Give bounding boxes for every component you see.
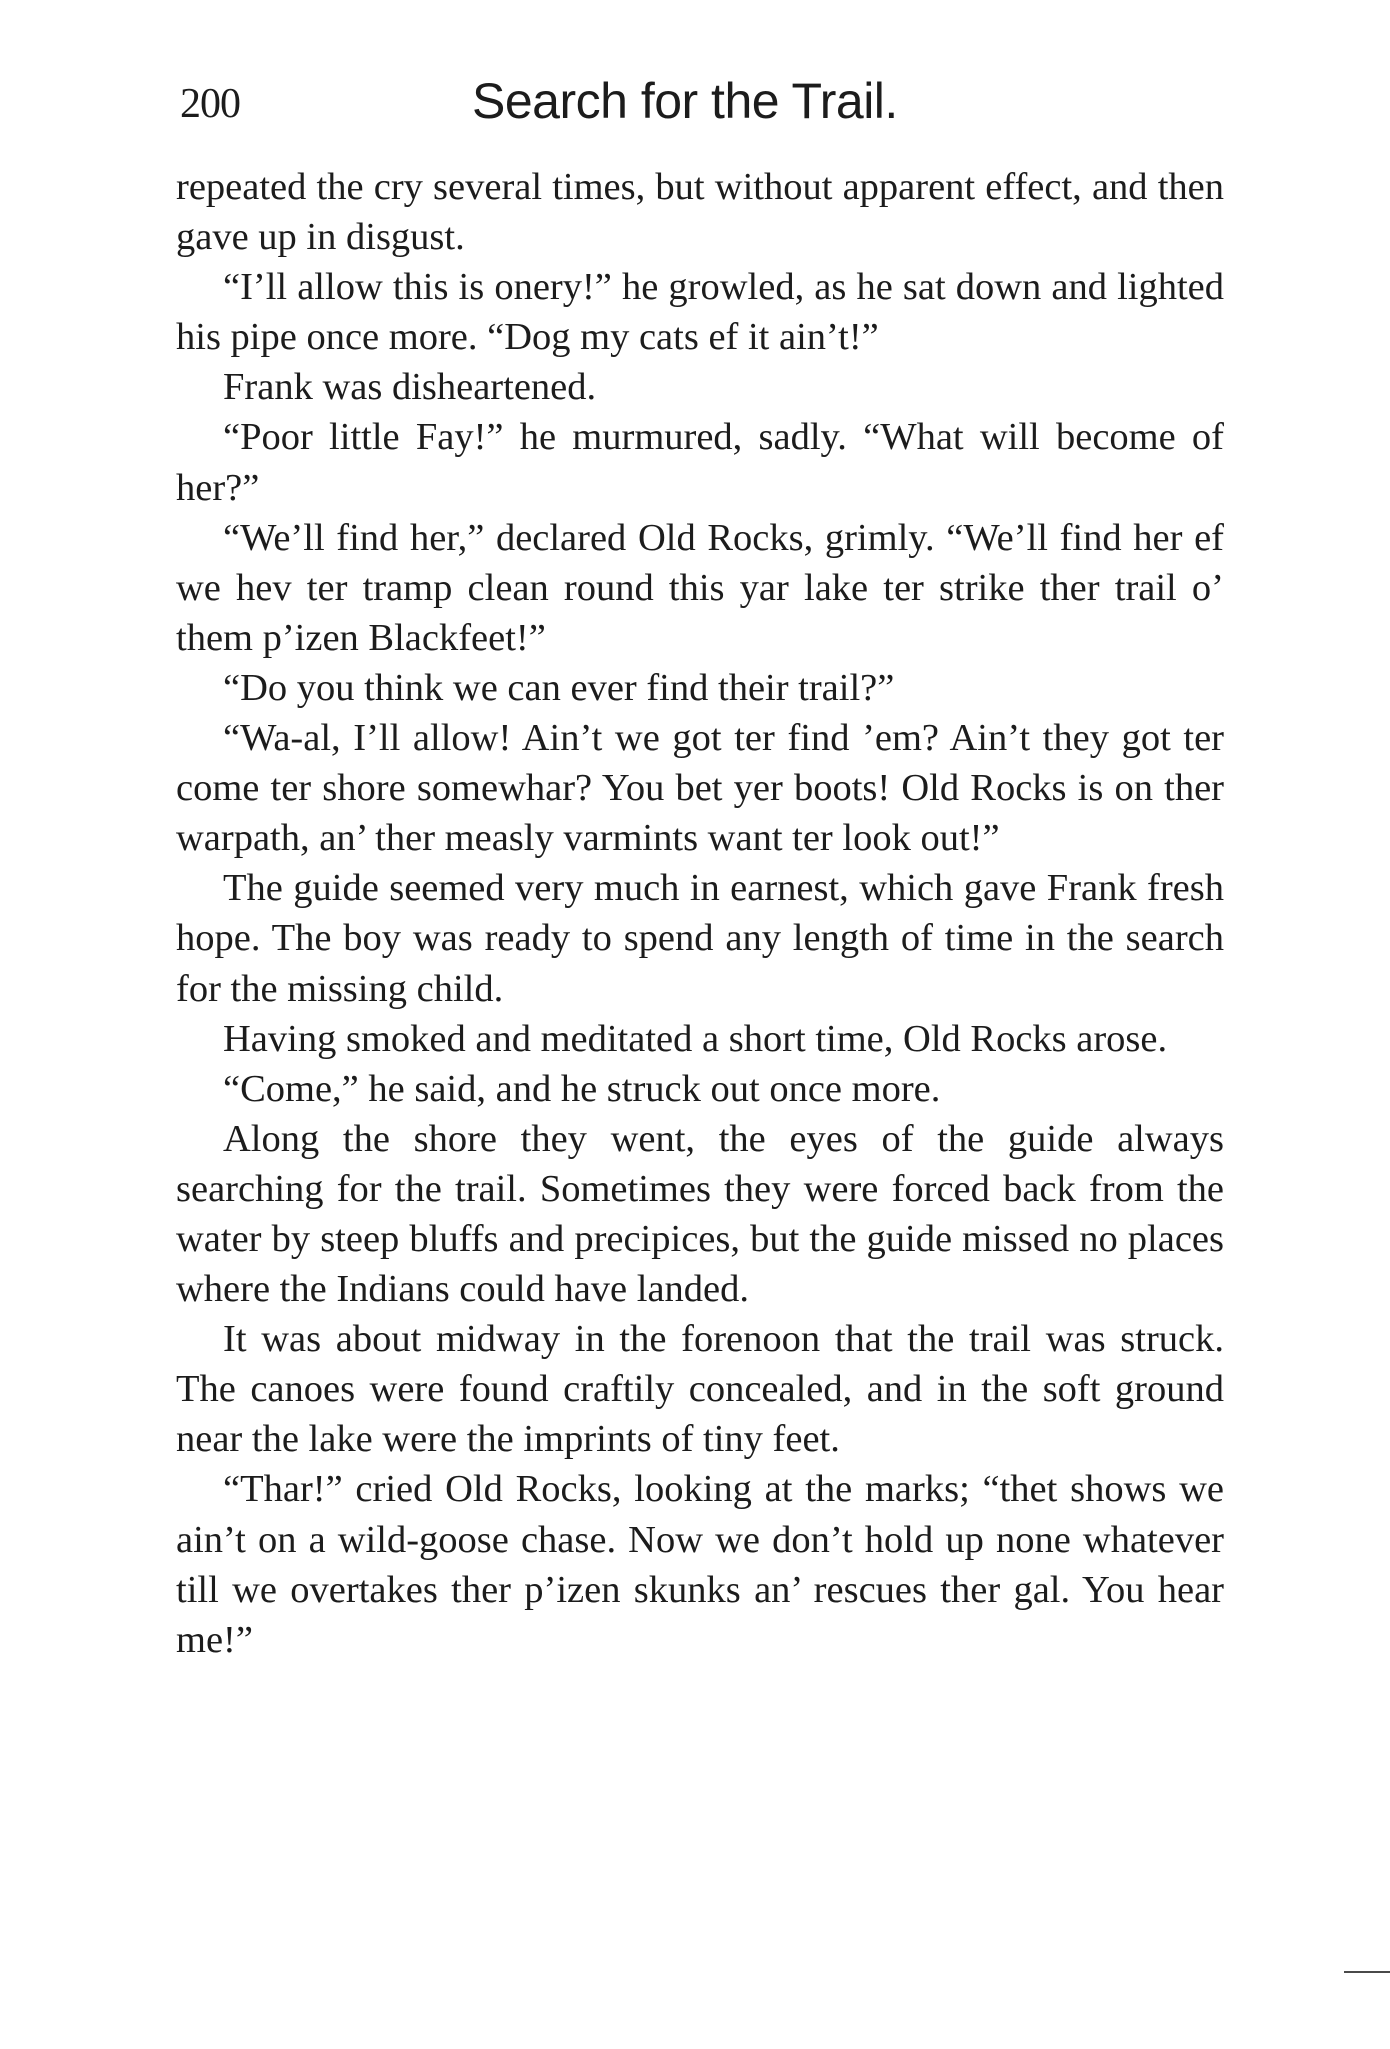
paragraph: “Thar!” cried Old Rocks, looking at the marks; “thet shows we ain’t on a wild-goose chase. Now we don’t hold up none whatever till we overtakes ther p’izen skunks an’ rescues ther gal. You hear me!” [176, 1468, 1224, 1661]
body-text [176, 162, 1224, 1665]
paragraph: “We’ll find her,” declared Old Rocks, grimly. “We’ll find her ef we hev ter tramp clean round this yar lake ter strike ther trail o’ them p’izen Blackfeet!” [176, 516, 1224, 659]
chapter-title: Search for the Trail. [472, 73, 898, 129]
paragraph: The guide seemed very much in earnest, which gave Frank fresh hope. The boy was ready to spend any length of time in the search for the missing child. [176, 867, 1224, 1010]
paragraph: Having smoked and meditated a short time, Old Rocks arose. [223, 1017, 1168, 1060]
paragraph: “Do you think we can ever find their trail?” [223, 666, 895, 709]
edge-rule-mark [1344, 1971, 1390, 1973]
paragraph: Along the shore they went, the eyes of the guide always searching for the trail. Sometimes they were forced back from the water by steep bluffs and precipices, but the guide missed no places where the Indians could have landed. [176, 1117, 1224, 1311]
paragraph: It was about midway in the forenoon that the trail was struck. The canoes were found craftily concealed, and in the soft ground near the lake were the imprints of tiny feet. [176, 1318, 1224, 1461]
paragraph: “Wa-al, I’ll allow! Ain’t we got ter find ’em? Ain’t they got ter come ter shore somewhar? You bet yer boots! Old Rocks is on ther warpath, an’ ther measly varmints want ter look out!” [176, 717, 1224, 860]
paragraph: “I’ll allow this is onery!” he growled, as he sat down and lighted his pipe once more. “Dog my cats ef it ain’t!” [176, 266, 1224, 359]
page-number: 200 [180, 81, 240, 127]
paragraph-continued: repeated the cry several times, but without apparent effect, and then gave up in disgust. [176, 166, 1224, 259]
paragraph: “Poor little Fay!” he murmured, sadly. “What will become of her?” [176, 416, 1224, 509]
paragraph: “Come,” he said, and he struck out once more. [223, 1067, 941, 1110]
paragraph: Frank was disheartened. [223, 366, 597, 409]
running-head [176, 66, 1224, 138]
